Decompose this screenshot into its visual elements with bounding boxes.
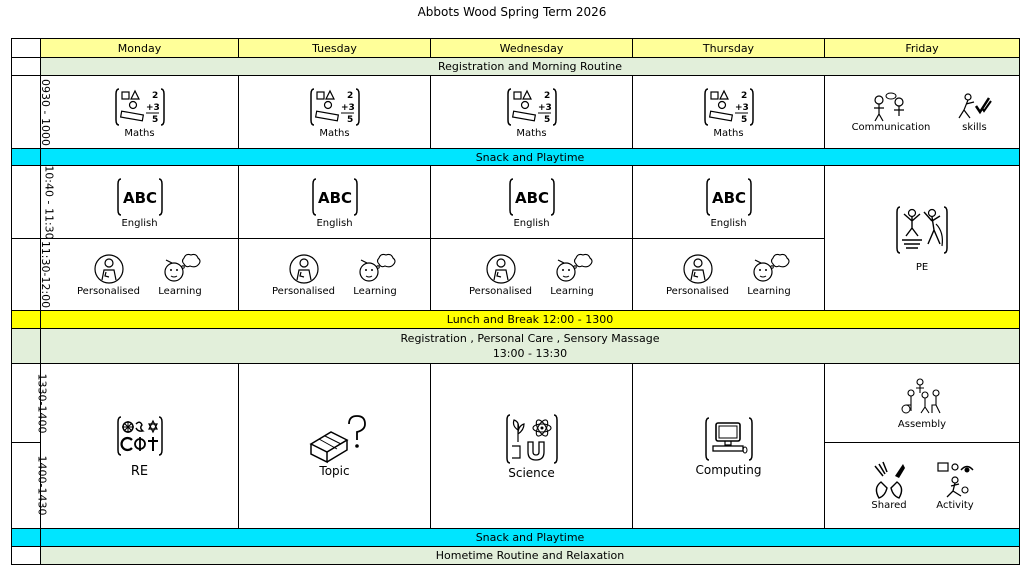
band-registration: Registration and Morning Routine <box>41 58 1020 76</box>
band-hometime: Hometime Routine and Relaxation <box>41 547 1020 565</box>
day-header-friday: Friday <box>825 39 1020 58</box>
lesson-label: Maths <box>319 127 350 139</box>
lesson-label: Learning <box>747 286 791 297</box>
svg-text:ABC: ABC <box>711 188 746 207</box>
lesson-label: PE <box>915 261 929 273</box>
time-label: 11:30-12:00 <box>12 239 41 311</box>
lesson-pe <box>825 166 1020 311</box>
day-header-monday: Monday <box>41 39 239 58</box>
corner-cell <box>12 39 41 58</box>
abc-icon <box>507 176 557 218</box>
maths-icon <box>310 86 360 128</box>
learning-icon <box>158 252 202 286</box>
day-header-thursday: Thursday <box>633 39 825 58</box>
skills-icon <box>956 92 992 122</box>
assembly-icon <box>900 377 944 415</box>
lesson-label: Personalised <box>272 286 335 297</box>
learning-icon <box>747 252 791 286</box>
lesson-label: Topic <box>319 464 350 478</box>
lesson-english <box>41 166 239 239</box>
lesson-label: Personalised <box>469 286 532 297</box>
timetable <box>11 38 1020 565</box>
lesson-label: Science <box>508 466 555 480</box>
lesson-english <box>239 166 431 239</box>
activity-icon <box>935 460 975 500</box>
maths-icon <box>507 86 557 128</box>
abc-icon <box>704 176 754 218</box>
svg-text:+3: +3 <box>537 102 552 113</box>
time-label: 0930 - 1000 <box>12 76 41 149</box>
lesson-shared-activity <box>825 443 1020 529</box>
pe-icon <box>894 204 950 256</box>
lesson-label: Maths <box>516 127 547 139</box>
lesson-topic <box>239 364 431 529</box>
lesson-label: Learning <box>353 286 397 297</box>
time-label: 1400-1430 <box>12 443 41 529</box>
svg-text:ABC: ABC <box>514 188 549 207</box>
lesson-maths <box>239 76 431 149</box>
lesson-assembly <box>825 364 1020 443</box>
time-label: 1330-1400 <box>12 364 41 443</box>
lesson-label: Maths <box>713 127 744 139</box>
lesson-label: Personalised <box>77 286 140 297</box>
band-afternoon-registration: Registration , Personal Care , Sensory Massage 13:00 - 13:30 <box>41 329 1020 364</box>
lesson-maths <box>431 76 633 149</box>
lesson-label: English <box>316 217 353 229</box>
lesson-label: Personalised <box>666 286 729 297</box>
science-icon <box>504 412 560 466</box>
lesson-label: Learning <box>550 286 594 297</box>
lesson-label: Assembly <box>897 418 947 430</box>
lesson-label: Computing <box>695 463 762 477</box>
lesson-label: RE <box>130 463 149 479</box>
lesson-personalised-learning <box>239 239 431 311</box>
lesson-personalised-learning <box>633 239 825 311</box>
time-label: 10:40 - 11:30 <box>12 166 41 239</box>
svg-text:+3: +3 <box>734 102 749 113</box>
maths-icon <box>704 86 754 128</box>
svg-text:2: 2 <box>543 90 550 101</box>
svg-text:2: 2 <box>740 90 747 101</box>
lesson-english <box>431 166 633 239</box>
svg-text:+3: +3 <box>340 102 355 113</box>
lesson-label: English <box>513 217 550 229</box>
maths-icon <box>115 86 165 128</box>
lesson-personalised-learning <box>41 239 239 311</box>
shared-icon <box>869 460 909 500</box>
lesson-label: English <box>121 217 158 229</box>
communication-icon <box>869 92 913 122</box>
time-cell-empty <box>12 529 41 547</box>
personalised-icon <box>92 252 126 286</box>
personalised-icon <box>484 252 518 286</box>
lesson-label: Maths <box>124 127 155 139</box>
band-lunch: Lunch and Break 12:00 - 1300 <box>41 311 1020 329</box>
lesson-english <box>633 166 825 239</box>
personalised-icon <box>287 252 321 286</box>
lesson-personalised-learning <box>431 239 633 311</box>
lesson-label: Learning <box>158 286 202 297</box>
lesson-label: English <box>710 217 747 229</box>
svg-text:2: 2 <box>151 90 158 101</box>
lesson-label: Shared <box>871 500 907 511</box>
svg-text:+3: +3 <box>145 102 160 113</box>
lesson-label: Activity <box>936 500 974 511</box>
band-snack-playtime: Snack and Playtime <box>41 529 1020 547</box>
topic-icon <box>303 414 367 464</box>
lesson-maths <box>41 76 239 149</box>
band-snack-playtime: Snack and Playtime <box>41 149 1020 166</box>
abc-icon <box>115 176 165 218</box>
time-cell-empty <box>12 58 41 76</box>
re-icon <box>115 414 165 458</box>
lesson-computing <box>633 364 825 529</box>
lesson-maths <box>633 76 825 149</box>
learning-icon <box>353 252 397 286</box>
lesson-re <box>41 364 239 529</box>
abc-icon <box>310 176 360 218</box>
time-cell-empty <box>12 329 41 364</box>
day-header-tuesday: Tuesday <box>239 39 431 58</box>
svg-text:ABC: ABC <box>122 188 157 207</box>
svg-text:5: 5 <box>543 114 550 125</box>
lesson-communication-skills <box>825 76 1020 149</box>
learning-icon <box>550 252 594 286</box>
svg-text:5: 5 <box>740 114 747 125</box>
svg-text:5: 5 <box>151 114 158 125</box>
personalised-icon <box>681 252 715 286</box>
day-header-wednesday: Wednesday <box>431 39 633 58</box>
lesson-label: skills <box>962 121 987 133</box>
time-cell-empty <box>12 311 41 329</box>
page-title: Abbots Wood Spring Term 2026 <box>417 5 607 19</box>
svg-text:2: 2 <box>346 90 353 101</box>
svg-text:5: 5 <box>346 114 353 125</box>
computer-icon <box>703 415 755 463</box>
time-cell-empty <box>12 149 41 166</box>
time-cell-empty <box>12 547 41 565</box>
lesson-science <box>431 364 633 529</box>
svg-text:ABC: ABC <box>317 188 352 207</box>
lesson-label: Communication <box>851 121 931 133</box>
